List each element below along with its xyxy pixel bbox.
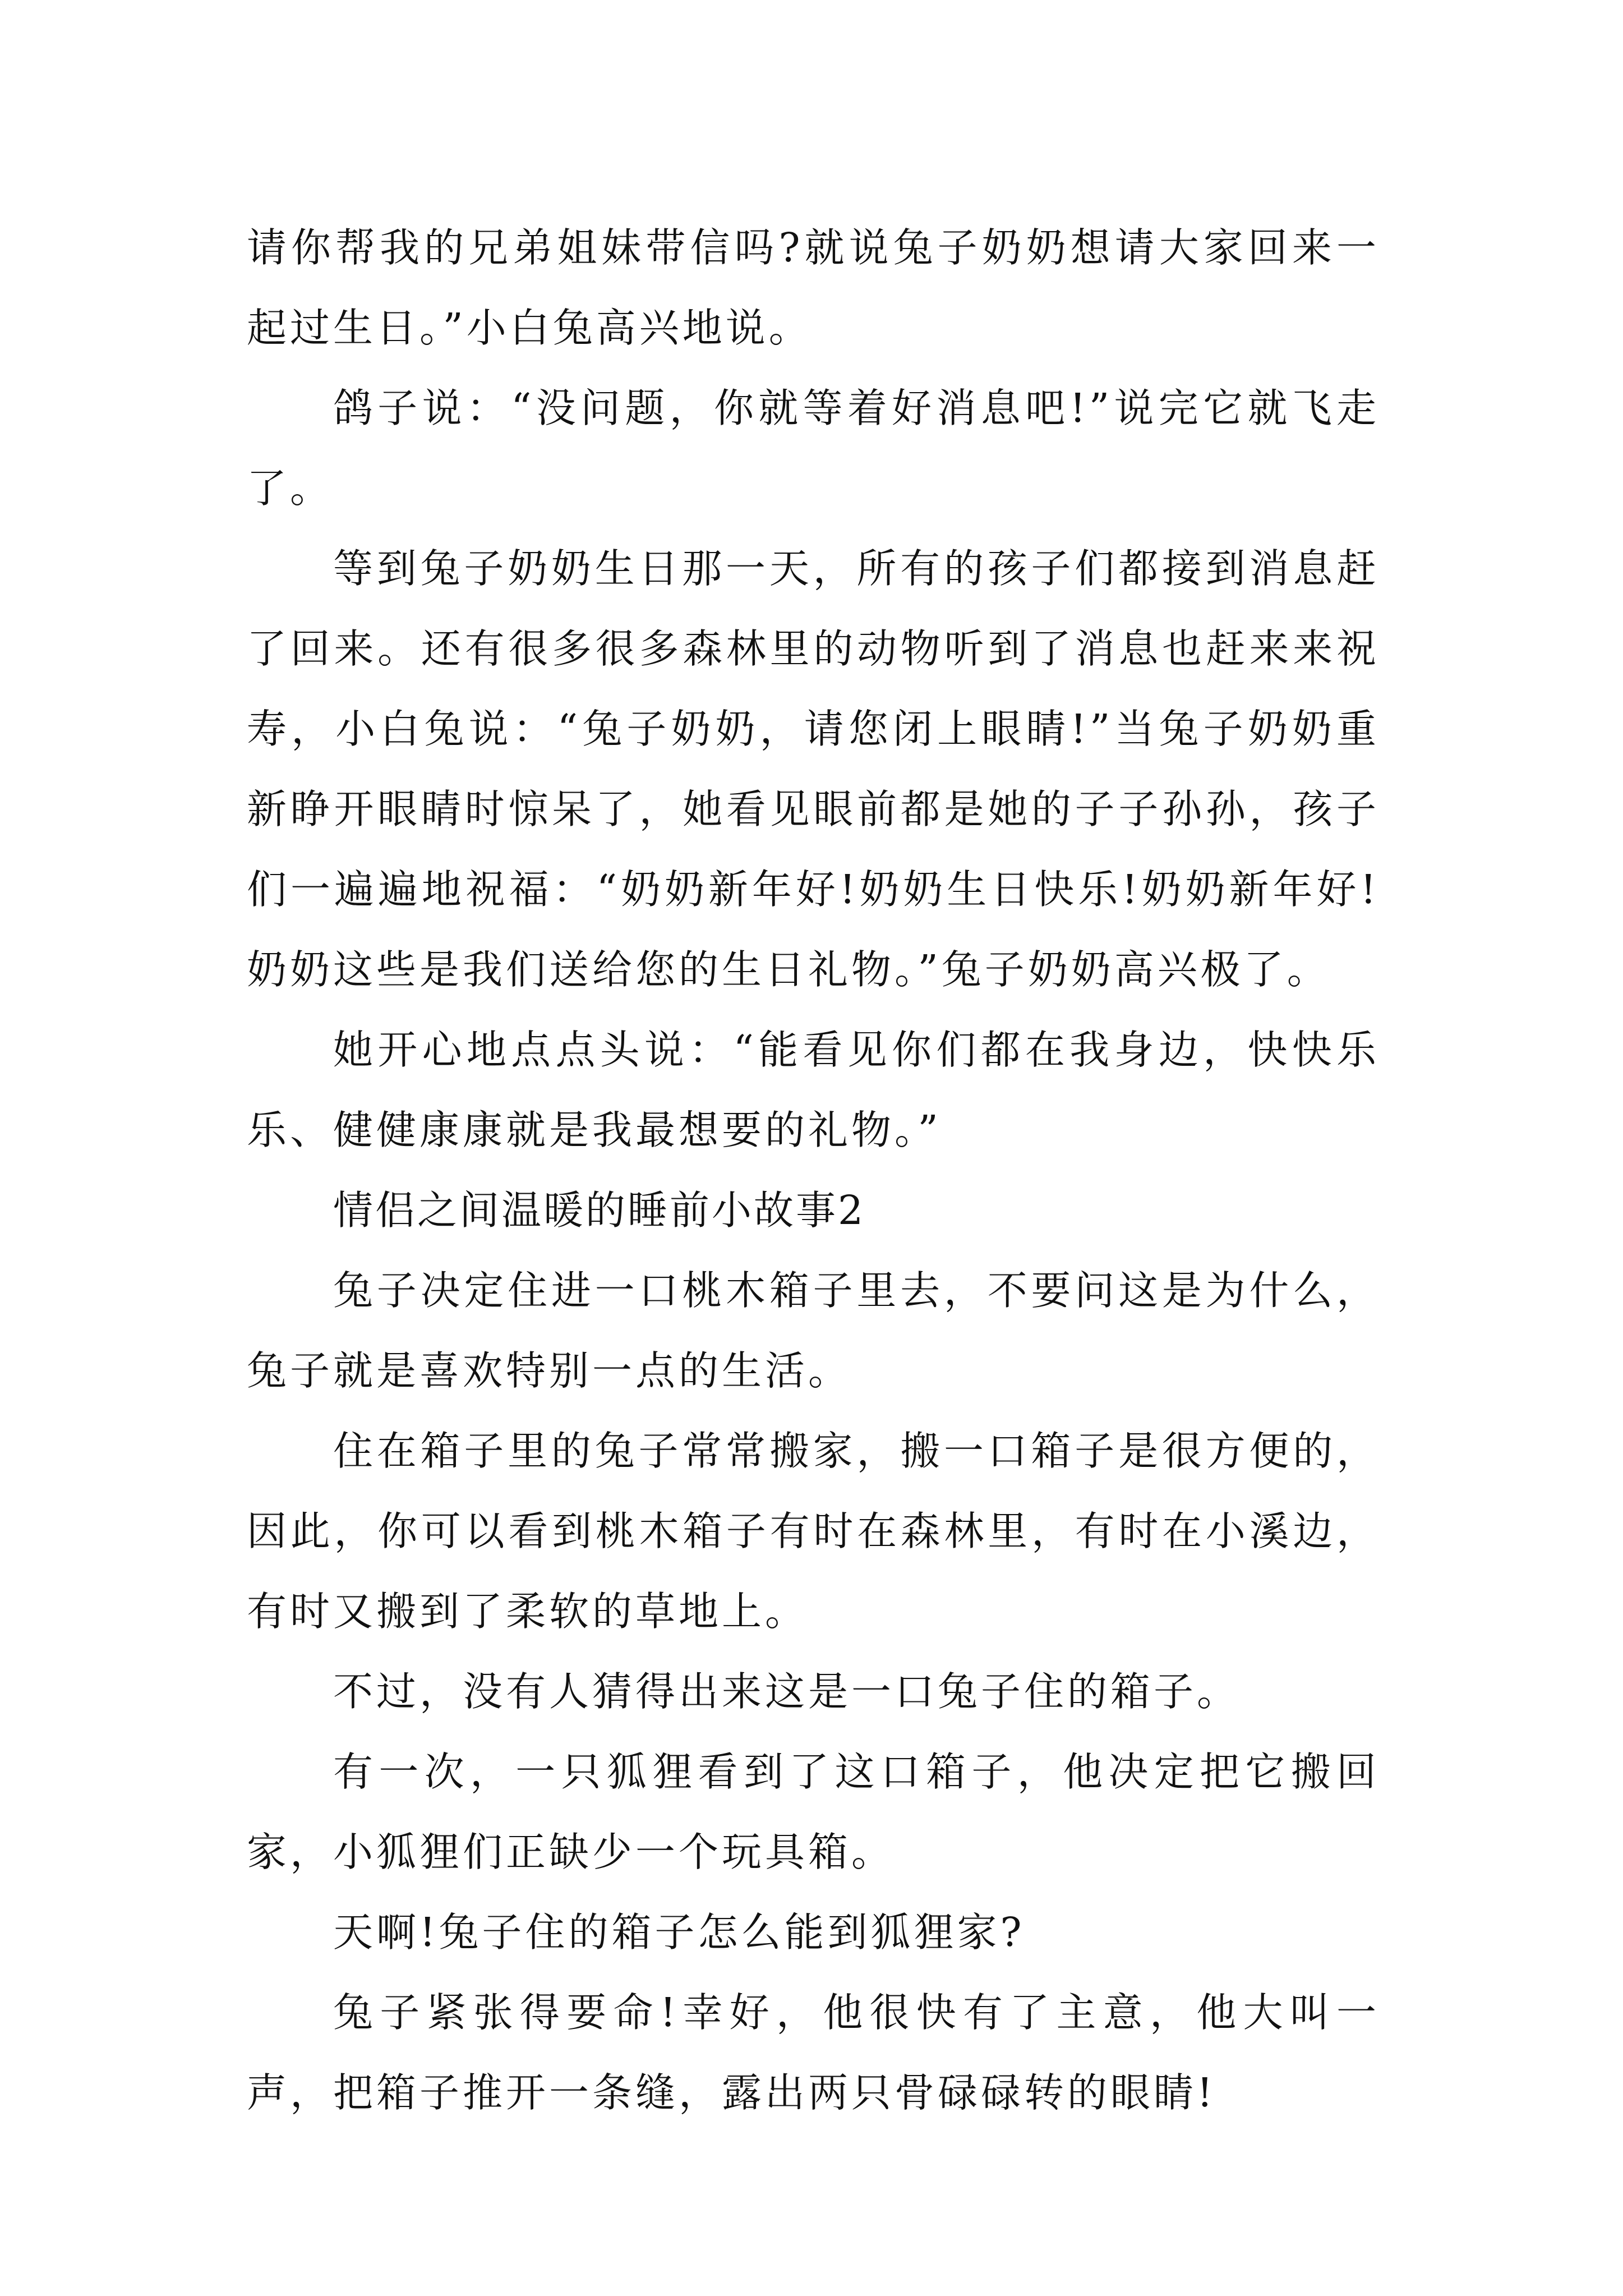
paragraph: 她开心地点点头说：“能看见你们都在我身边，快快乐乐、健健康康就是我最想要的礼物。” — [247, 1027, 1380, 1153]
paragraph: 天啊!兔子住的箱子怎么能到狐狸家? — [333, 1909, 1025, 1955]
document-body — [247, 208, 1380, 2133]
paragraph: 住在箱子里的兔子常常搬家，搬一口箱子是很方便的，因此，你可以看到桃木箱子有时在森林里，有时在小溪边，有时又搬到了柔软的草地上。 — [247, 1428, 1380, 1635]
paragraph-continuation: 请你帮我的兄弟姐妹带信吗?就说兔子奶奶想请大家回来一起过生日。”小白兔高兴地说。 — [247, 224, 1380, 351]
paragraph: 不过，没有人猜得出来这是一口兔子住的箱子。 — [333, 1668, 1241, 1715]
section-heading: 情侣之间温暖的睡前小故事2 — [333, 1187, 866, 1234]
paragraph: 兔子紧张得要命!幸好，他很快有了主意，他大叫一声，把箱子推开一条缝，露出两只骨碌碌转的眼睛! — [247, 1989, 1380, 2116]
paragraph: 鸽子说：“没问题，你就等着好消息吧!”说完它就飞走了。 — [247, 385, 1380, 512]
paragraph: 有一次，一只狐狸看到了这口箱子，他决定把它搬回家，小狐狸们正缺少一个玩具箱。 — [247, 1749, 1380, 1875]
paragraph: 等到兔子奶奶生日那一天，所有的孩子们都接到消息赶了回来。还有很多很多森林里的动物听到了消息也赶来来祝寿，小白兔说：“兔子奶奶，请您闭上眼睛!”当兔子奶奶重新睁开眼睛时惊呆了，她看见眼前都是她的子子孙孙，孩子们一遍遍地祝福：“奶奶新年好!奶奶生日快乐!奶奶新年好!奶奶这些是我们送给您的生日礼物。”兔子奶奶高兴极了。 — [247, 545, 1380, 993]
paragraph: 兔子决定住进一口桃木箱子里去，不要问这是为什么，兔子就是喜欢特别一点的生活。 — [247, 1267, 1380, 1394]
